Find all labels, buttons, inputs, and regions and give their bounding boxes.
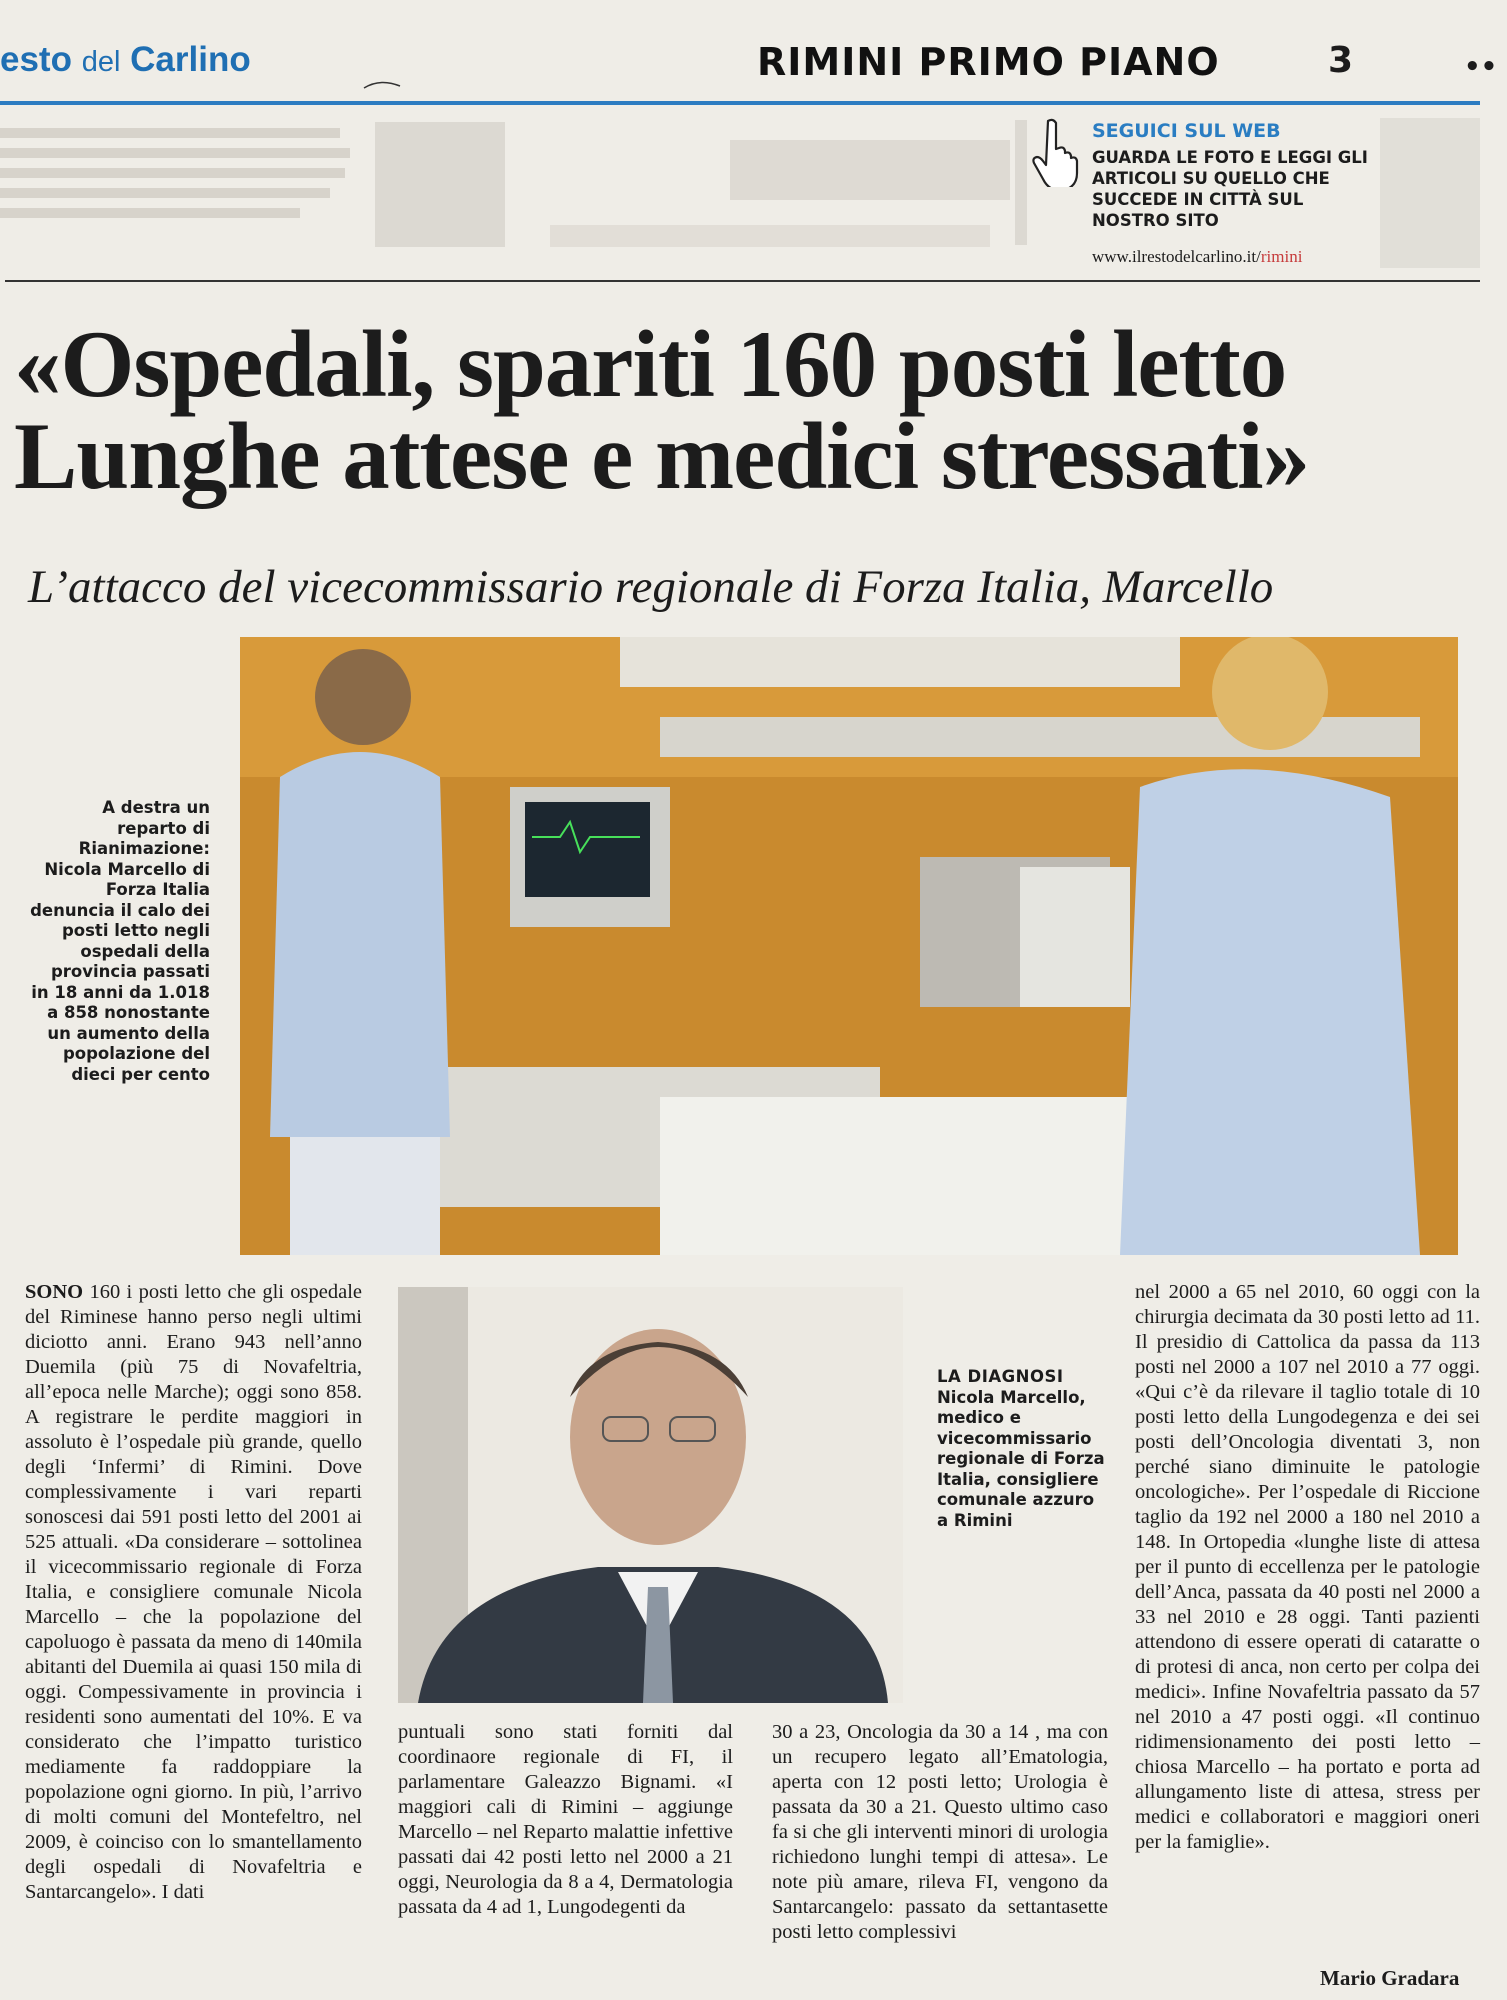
article-column-2: puntuali sono stati forniti dal coordinaore regionale di FI, il parlamentare Galeazzo Bignami. «I maggiori cali di Rimini – aggiunge Marcello – nel Reparto malattie infettive passati dai 42 posti letto nel 2000 a 21 oggi, Neurologia da 8 a 4, Dermatologia passata da 4 ad 1, Lungodegenti da bbox=[398, 1721, 733, 1918]
column-1-text: 160 i posti letto che gli ospedale del Riminese hanno perso negli ultimi diciotto anni. Erano 943 nell’anno Duemila (più 75 di Novafeltria, all’epoca nelle Marche); oggi sono 858. A registrare le perdite maggiori in assoluto è l’ospedale più grande, quello degli ‘Infermi’ di Rimini. Dove complessivamente i vari reparti sonoscesi dai 591 posti letto del 2001 ai 525 attuali. «Da considerare – sottolinea il vicecommissario regionale di Forza Italia, e consigliere comunale Nicola Marcello – che la popolazione del capoluogo è passata da meno di 140mila abitanti del Duemila ai quasi 150 mila di oggi. Compessivamente in provincia i residenti sono aumentati del 10%. E va considerato che l’impatto turistico mediamente fa raddoppiare la popolazione ogni giorno. In più, l’arrivo di molti comuni del Montefeltro, nel 2009, è coinciso con lo smantellamento degli ospedali di Novafeltria e Santarcangelo». I dati bbox=[25, 1281, 363, 1903]
article-column-3: 30 a 23, Oncologia da 30 a 14 , ma con un recupero legato all’Ematologia, aperta con 12 posti letto; Urologia è passata da 30 a 21. Questo ultimo caso fa si che gli interventi minori di urologia richiedono lunghi tempi di attesa». Le note più amare, rileva FI, vengono da Santarcangelo: passato da settantasette posti letto complessivi bbox=[772, 1721, 1108, 1943]
portrait-caption-label: LA DIAGNOSI bbox=[937, 1367, 1064, 1386]
web-box-url[interactable] bbox=[1092, 247, 1302, 267]
lead-word: SONO bbox=[25, 1281, 84, 1303]
portrait-caption bbox=[937, 1367, 1107, 1531]
page-number: 3 bbox=[1328, 40, 1354, 81]
masthead-small-text: del bbox=[81, 46, 121, 78]
ghost-photo-left bbox=[375, 122, 505, 247]
article-subheadline: L’attacco del vicecommissario regionale di Forza Italia, Marcello bbox=[28, 561, 1274, 613]
ghost-divider bbox=[1015, 120, 1027, 245]
article-column-4: nel 2000 a 65 nel 2010, 60 oggi con la chirurgia decimata da 30 posti letto ad 11. Il presidio di Cattolica da passa da 113 posti nel 2000 a 107 nel 2010 a 77 oggi. «Qui c’è da rilevare il taglio totale di 10 posti letto della Lungodegenza e dei sei posti dell’Oncologia diventati 3, non perché siano diminuite le patologie oncologiche». Per l’ospedale di Riccione taglio da 192 nel 2000 a 180 nel 2010 a 148. In Ortopedia «lunghe liste di attesa per il punto di eccellenza per le patologie dell’Anca, passata da 40 posti nel 2000 a 33 nel 2010 e 28 oggi. Tanti pazienti attendono di essere operati di cataratte o di protesi di anca, non certo per colpa dei medici». Infine Novafeltria passato da 57 nel 2010 a 47 posti oggi. «Il continuo ridimensionamento dei posti letto – chiosa Marcello – ha portato e porta ad allungamento liste di attesa, stress per medici e collaboratori e maggiori oneri per la famiglie». bbox=[1135, 1281, 1480, 1853]
portrait-caption-text: Nicola Marcello, medico e vicecommissario regionale di Forza Italia, consigliere comunale azzuro a Rimini bbox=[937, 1387, 1105, 1530]
web-box-title: SEGUICI SUL WEB bbox=[1092, 120, 1281, 142]
ghost-text-left bbox=[0, 122, 360, 252]
photo-caption: A destra un reparto di Rianimazione: Nicola Marcello di Forza Italia denuncia il calo dei posti letto negli ospedali della provincia passati in 18 anni da 1.018 a 858 nonostante un aumento della popolazione del dieci per cento bbox=[30, 798, 210, 1084]
headline-line-1: «Ospedali, spariti 160 posti letto bbox=[14, 311, 1287, 417]
section-divider bbox=[5, 280, 1480, 282]
hospital-ward-photo bbox=[240, 637, 1458, 1255]
article-headline bbox=[14, 311, 1494, 509]
masthead-swoosh-icon bbox=[362, 78, 402, 92]
masthead-end-text: Carlino bbox=[130, 40, 251, 79]
portrait-photo bbox=[398, 1287, 903, 1703]
article-byline: Mario Gradara bbox=[1320, 1966, 1460, 1990]
pointer-hand-icon bbox=[1032, 117, 1082, 187]
headline-line-2: Lunghe attese e medici stressati» bbox=[14, 403, 1310, 509]
ghost-subline bbox=[550, 225, 990, 247]
ghost-headline bbox=[730, 140, 1010, 200]
ghost-photo-right bbox=[1380, 118, 1480, 268]
newspaper-masthead bbox=[0, 40, 260, 100]
url-main[interactable]: www.ilrestodelcarlino.it/ bbox=[1092, 247, 1261, 266]
url-section[interactable]: rimini bbox=[1260, 247, 1303, 266]
page-dots: •• bbox=[1464, 52, 1498, 82]
section-title: RIMINI PRIMO PIANO bbox=[757, 40, 1220, 84]
header-rule bbox=[0, 101, 1480, 105]
masthead-text: esto bbox=[0, 40, 72, 79]
web-box-text: GUARDA LE FOTO E LEGGI GLI ARTICOLI SU QUELLO CHE SUCCEDE IN CITTÀ SUL NOSTRO SITO bbox=[1092, 148, 1368, 230]
article-column-1 bbox=[25, 1280, 362, 1905]
